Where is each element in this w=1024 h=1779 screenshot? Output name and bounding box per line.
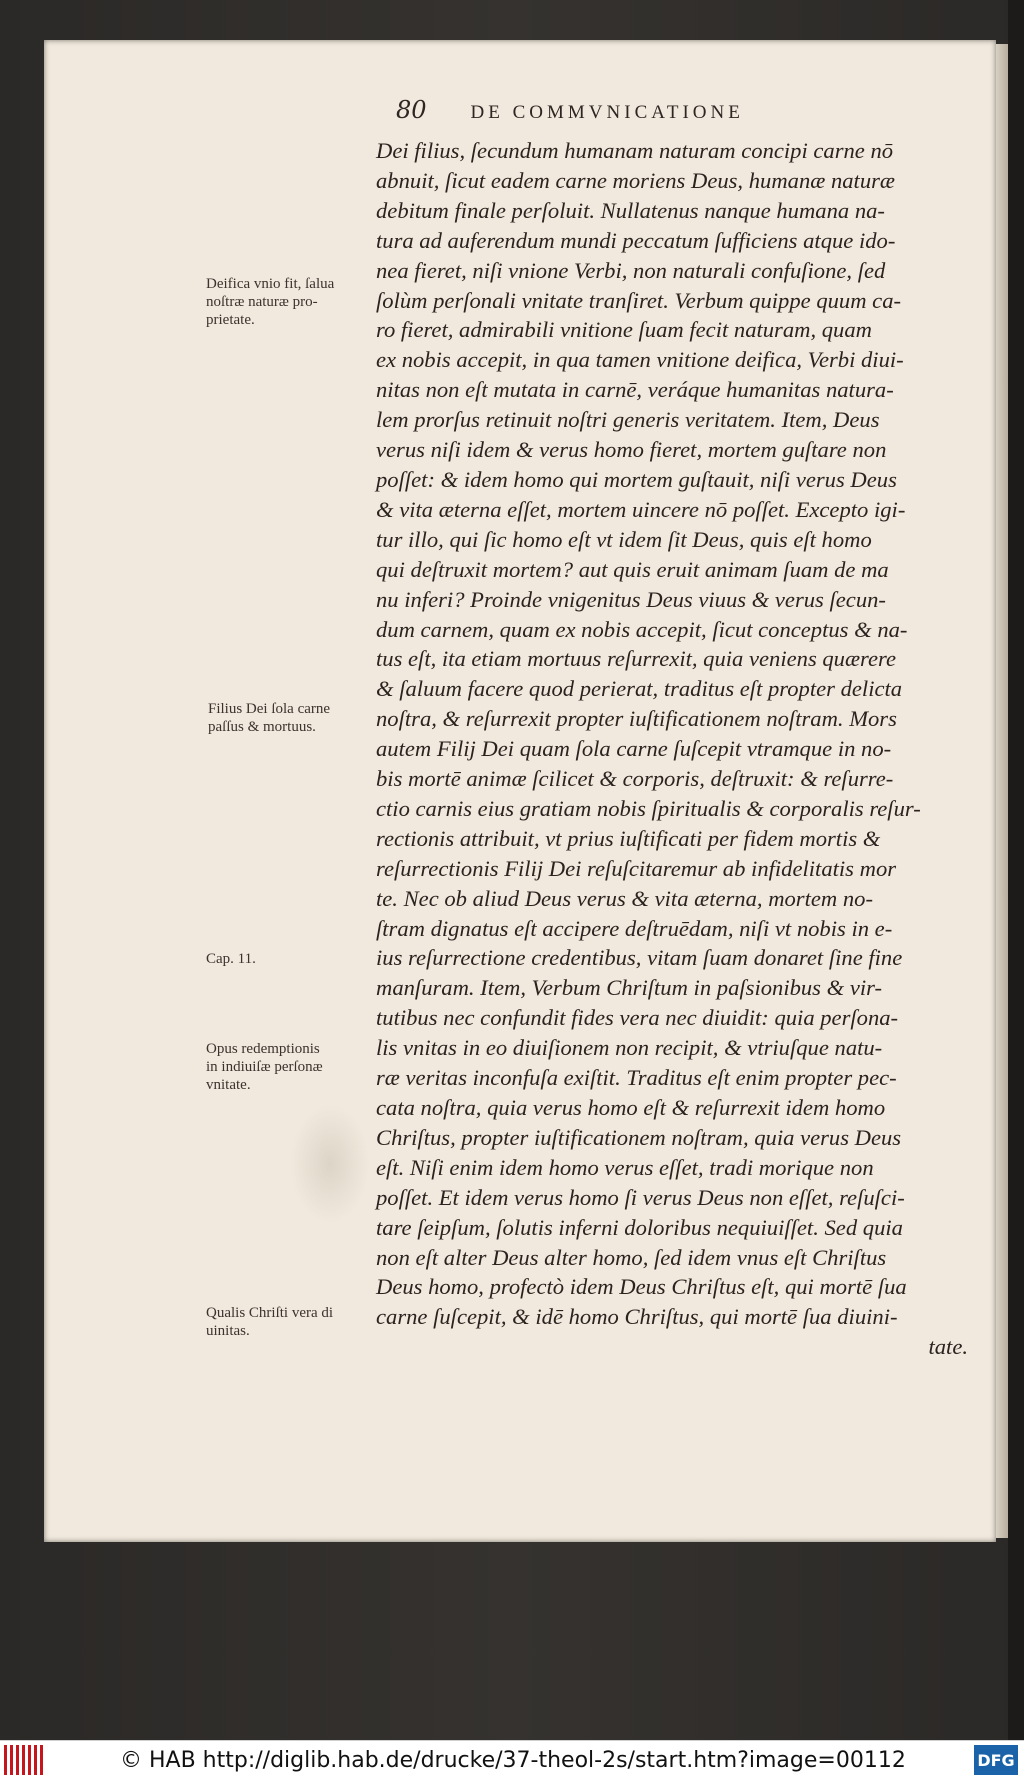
text-line: ſtram dignatus eſt accipere deſtruēdam, niſi vt nobis in e- <box>376 915 893 941</box>
text-line: ius reſurrectione credentibus, vitam ſuam donaret ſine fine <box>376 945 903 971</box>
text-line: ro fieret, admirabili vnitione ſuam fecit naturam, quam <box>376 317 872 343</box>
text-line: te. Nec ob aliud Deus verus & vita æterna, mortem no- <box>376 885 873 911</box>
viewer-footer <box>0 1740 1024 1779</box>
text-line: poſſet. Et idem verus homo ſi verus Deus non eſſet, reſuſci- <box>376 1184 905 1210</box>
text-line: dum carnem, quam ex nobis accepit, ſicut conceptus & na- <box>376 616 908 642</box>
catchword: tate. <box>928 1334 968 1360</box>
text-line: poſſet: & idem homo qui mortem guſtauit, niſi verus Deus <box>376 466 897 492</box>
margin-note-line: noſtræ naturæ pro- <box>206 294 318 310</box>
page-header <box>396 96 956 126</box>
margin-note-line: vnitate. <box>206 1077 251 1093</box>
text-line: qui deſtruxit mortem? aut quis eruit animam ſuam de ma <box>376 556 889 582</box>
text-line: autem Filij Dei quam ſola carne ſuſcepit vtramque in no- <box>376 736 892 762</box>
page-edge <box>996 44 1008 1538</box>
margin-note-line: Filius Dei ſola carne <box>208 701 331 717</box>
margin-note-line: prietate. <box>206 312 255 328</box>
margin-note-line: in indiuiſæ perſonæ <box>206 1059 323 1075</box>
text-line: tura ad auferendum mundi peccatum ſufficiens atque ido- <box>376 227 896 253</box>
text-line: carne ſuſcepit, & idē homo Chriſtus, qui mortē ſua diuini- <box>376 1304 898 1330</box>
text-line: eſt. Niſi enim idem homo verus eſſet, tradi morique non <box>376 1154 874 1180</box>
text-line: abnuit, ſicut eadem carne moriens Deus, humanæ naturæ <box>376 167 895 193</box>
text-line: reſurrectionis Filij Dei reſuſcitaremur ab infidelitatis mor <box>376 855 897 881</box>
margin-note-opus <box>206 1040 386 1094</box>
text-line: Chriſtus, propter iuſtificationem noſtram, quia verus Deus <box>376 1124 902 1150</box>
text-line: tare ſeipſum, ſolutis inferni doloribus nequiuiſſet. Sed quia <box>376 1214 903 1240</box>
margin-note-line: paſſus & mortuus. <box>208 719 316 735</box>
text-line: ctio carnis eius gratiam nobis ſpiritualis & corporalis reſur- <box>376 795 921 821</box>
text-line: & vita æterna eſſet, mortem uincere nō poſſet. Excepto igi- <box>376 496 906 522</box>
text-line: tus eſt, ita etiam mortuus reſurrexit, quia veniens quærere <box>376 646 897 672</box>
margin-note-line: Cap. 11. <box>206 951 256 967</box>
text-line: verus niſi idem & verus homo fieret, mortem guſtare non <box>376 437 887 463</box>
hab-logo-icon <box>4 1745 46 1775</box>
text-line: nitas non eſt mutata in carnē, veráque humanitas natura- <box>376 377 894 403</box>
text-line: nea fieret, niſi vnione Verbi, non naturali confuſione, ſed <box>376 257 886 283</box>
margin-note-chapter <box>206 950 386 968</box>
text-line: ſolùm perſonali vnitate tranſiret. Verbum quippe quum ca- <box>376 287 902 313</box>
text-line: tur illo, qui ſic homo eſt vt idem ſit Deus, quis eſt homo <box>376 526 872 552</box>
margin-note-qualis <box>206 1304 386 1340</box>
text-line: rectionis attribuit, vt prius iuſtificati per fidem mortis & <box>376 825 881 851</box>
margin-note-deifica <box>206 275 386 329</box>
binding-strip <box>1008 0 1024 1740</box>
page-number: 80 <box>396 96 427 124</box>
margin-note-line: uinitas. <box>206 1323 250 1339</box>
text-line: lem prorſus retinuit noſtri generis veritatem. Item, Deus <box>376 407 880 433</box>
copyright-link[interactable]: © HAB http://diglib.hab.de/drucke/37-theol-2s/start.htm?image=00112 <box>120 1747 906 1773</box>
margin-note-filius <box>208 700 388 736</box>
margin-note-line: Opus redemptionis <box>206 1041 320 1057</box>
margin-note-line: Deifica vnio fit, ſalua <box>206 276 335 292</box>
text-line: non eſt alter Deus alter homo, ſed idem vnus eſt Chriſtus <box>376 1244 887 1270</box>
dfg-logo-icon: DFG <box>974 1745 1018 1775</box>
margin-note-line: Qualis Chriſti vera di <box>206 1305 334 1321</box>
text-line: tutibus nec confundit fides vera nec diuidit: quia perſona- <box>376 1005 899 1031</box>
text-line: & ſaluum facere quod perierat, traditus eſt propter delicta <box>376 676 903 702</box>
text-line: nu inferi? Proinde vnigenitus Deus viuus & verus ſecun- <box>376 586 886 612</box>
text-line: ræ veritas inconfuſa exiſtit. Traditus eſt enim propter pec- <box>376 1065 897 1091</box>
running-head: DE COMMVNICATIONE <box>470 102 744 123</box>
text-line: lis vnitas in eo diuiſionem non recipit, & vtriuſque natu- <box>376 1035 883 1061</box>
paper-stain <box>290 1104 370 1224</box>
text-line: Dei filius, ſecundum humanam naturam concipi carne nō <box>376 138 894 163</box>
text-line: cata noſtra, quia verus homo eſt & reſurrexit idem homo <box>376 1095 886 1120</box>
text-line: Deus homo, profectò idem Deus Chriſtus eſt, qui mortē ſua <box>376 1274 907 1300</box>
text-line: noſtra, & reſurrexit propter iuſtificationem noſtram. Mors <box>376 706 897 732</box>
text-line: debitum finale perſoluit. Nullatenus nanque humana na- <box>376 197 885 223</box>
text-line: bis mortē animæ ſcilicet & corporis, deſtruxit: & reſurre- <box>376 766 894 792</box>
text-line: ex nobis accepit, in qua tamen vnitione deifica, Verbi diui- <box>376 347 904 373</box>
text-line: manſuram. Item, Verbum Chriſtum in paſsionibus & vir- <box>376 975 883 1001</box>
main-text-block <box>376 136 968 1362</box>
